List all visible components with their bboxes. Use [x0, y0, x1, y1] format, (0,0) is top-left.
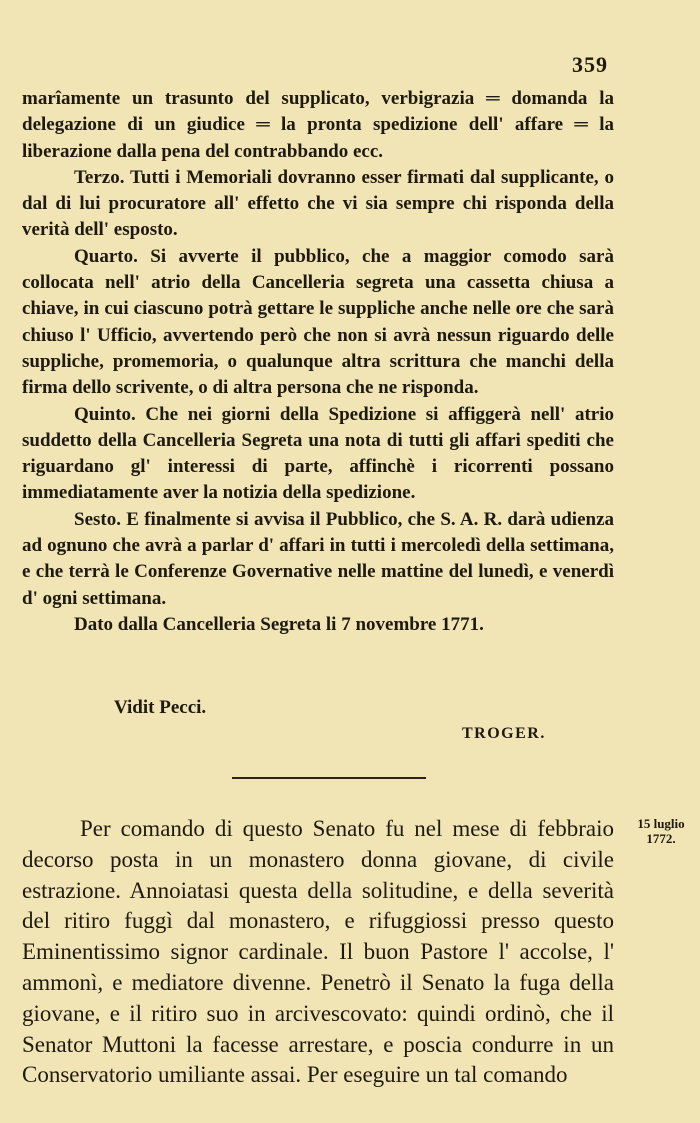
paragraph-sesto: Sesto. E finalmente si avvisa il Pubblico, che S. A. R. darà udienza ad ognuno che avrà a parlar d' affari in tutti i mercoledì della settimana, e che terrà le Conferenze Governative nelle mattine del lunedì, e venerdì d' ogni settimana. — [22, 508, 614, 609]
paragraph-quinto: Quinto. Che nei giorni della Spedizione si affiggerà nell' atrio suddetto della Cancelleria Segreta una nota di tutti gli affari spediti che riguardano gl' interessi di parte, affinchè i ricorrenti possano immediatamente aver la notizia della spedizione. — [22, 403, 614, 504]
paragraph-continuation: marîamente un trasunto del supplicato, verbigrazia ═ domanda la delegazione di un giudice ═ la pronta spedizione dell' affare ═ la liberazione dalla pena del contrabbando ecc. — [22, 88, 614, 162]
page-number: 359 — [572, 52, 608, 77]
decree-text — [22, 86, 614, 638]
section-divider — [232, 777, 426, 779]
signature-troger: TROGER. — [462, 725, 546, 742]
paragraph-senato: Per comando di questo Senato fu nel mese di febbraio decorso posta in un monastero donna giovane, di civile estrazione. Annoiatasi questa della solitudine, e della severità del ritiro fuggì dal monastero, e rifuggiossi presso questo Eminentissimo signor cardinale. Il buon Pastore l' accolse, l' ammonì, e mediatore divenne. Penetrò il Senato la fuga della giovane, e il ritiro suo in arcivescovato: quindi ordinò, che il Senator Muttoni la facesse arrestare, e poscia condurre in un Conservatorio umiliante assai. Per eseguire un tal comando — [22, 816, 614, 1088]
narrative-text — [22, 814, 614, 1091]
paragraph-terzo: Terzo. Tutti i Memoriali dovranno esser firmati dal supplicante, o dal di lui procuratore all' effetto che vi sia sempre chi risponda della verità dell' esposto. — [22, 166, 614, 241]
margin-date-note — [628, 816, 694, 846]
paragraph-dato: Dato dalla Cancelleria Segreta li 7 novembre 1771. — [74, 613, 484, 635]
margin-date-year: 1772. — [646, 831, 676, 846]
margin-date-day: 15 luglio — [637, 816, 685, 831]
paragraph-quarto: Quarto. Si avverte il pubblico, che a maggior comodo sarà collocata nell' atrio della Cancelleria segreta una cassetta chiusa a chiave, in cui ciascuno potrà gettare le suppliche anche nelle ore che sarà chiuso l' Ufficio, avvertendo però che non si avrà nessun riguardo delle suppliche, promemoria, o qualunque altra scrittura che manchi della firma dello scrivente, o di altra persona che ne risponda. — [22, 245, 614, 399]
vidit-line: Vidit Pecci. — [114, 697, 207, 718]
